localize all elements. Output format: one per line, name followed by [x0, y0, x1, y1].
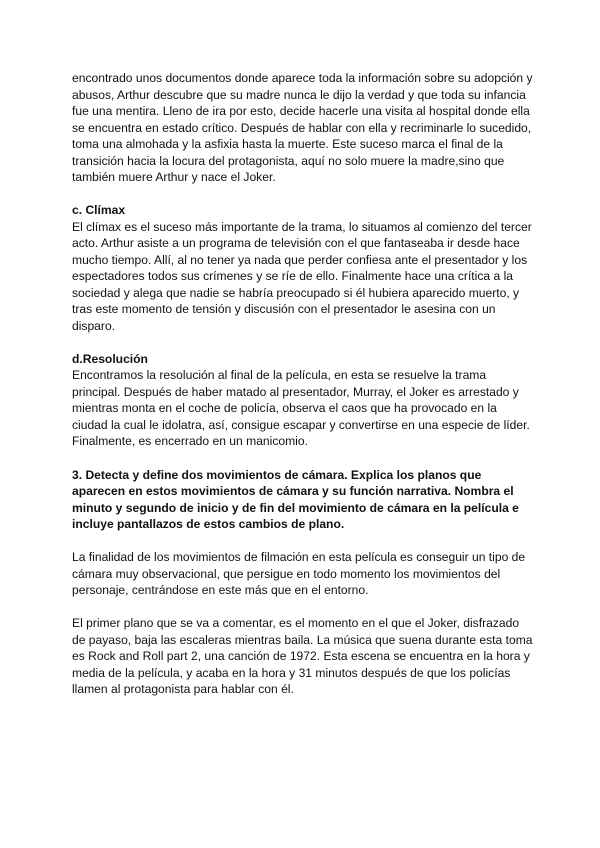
section-heading-climax: c. Clímax [72, 203, 126, 217]
intro-paragraph: encontrado unos documentos donde aparece toda la información sobre su adopción y abusos, Arthur descubre que su madre nunca le dijo la verdad y que toda su infancia fue una mentira. Lleno de ira por esto, decide hacerle una visita al hospital donde ella se encuentra en estado crítico. Después de hablar con ella y recriminarle lo sucedido, toma una almohada y la asfixia hasta la muerte. Este suceso marca el final de la transición hacia la locura del protagonista, aquí no solo muere la madre,sino que también muere Arthur y nace el Joker. [72, 71, 533, 184]
primer-plano-paragraph: El primer plano que se va a comentar, es el momento en el que el Joker, disfrazado de payaso, baja las escaleras mientras baila. La música que suena durante esta toma es Rock and Roll part 2, una canción de 1972. Esta escena se encuentra en la hora y media de la película, y acaba en la hora y 31 minutos después de que los policías llamen al protagonista para hablar con él. [72, 616, 533, 696]
section-heading-resolucion: d.Resolución [72, 351, 148, 366]
question-3: 3. Detecta y define dos movimientos de cámara. Explica los planos que aparecen en estos movimientos de cámara y su función narrativa. Nombra el minuto y segundo de inicio y de fin del movimiento de cámara en la película e incluye pantallazos de estos cambios de plano. [72, 467, 519, 531]
document-page [72, 70, 534, 698]
finalidad-paragraph: La finalidad de los movimientos de filmación en esta película es conseguir un tipo de cámara muy observacional, que persigue en todo momento los movimientos del personaje, centrándose en este más que en el entorno. [72, 550, 526, 597]
resolucion-paragraph: Encontramos la resolución al final de la película, en esta se resuelve la trama principal. Después de haber matado al presentador, Murray, el Joker es arrestado y mientras monta en el coche de policía, observa el caos que ha provocado en la ciudad la cual le idolatra, así, consigue escapar y convertirse en una especie de líder. Finalmente, es encerrado en un manicomio. [72, 368, 530, 448]
climax-paragraph: El clímax es el suceso más importante de la trama, lo situamos al comienzo del tercer acto. Arthur asiste a un programa de televisión con el que fantaseaba ir desde hace mucho tiempo. Allí, al no tener ya nada que perder confiesa ante el presentador y los espectadores todos sus crímenes y se ríe de ello. Finalmente hace una crítica a la sociedad y alega que nadie se habría preocupado si él hubiera aparecido muerto, y tras este momento de tensión y discusión con el presentador le asesina con un disparo. [72, 219, 532, 333]
